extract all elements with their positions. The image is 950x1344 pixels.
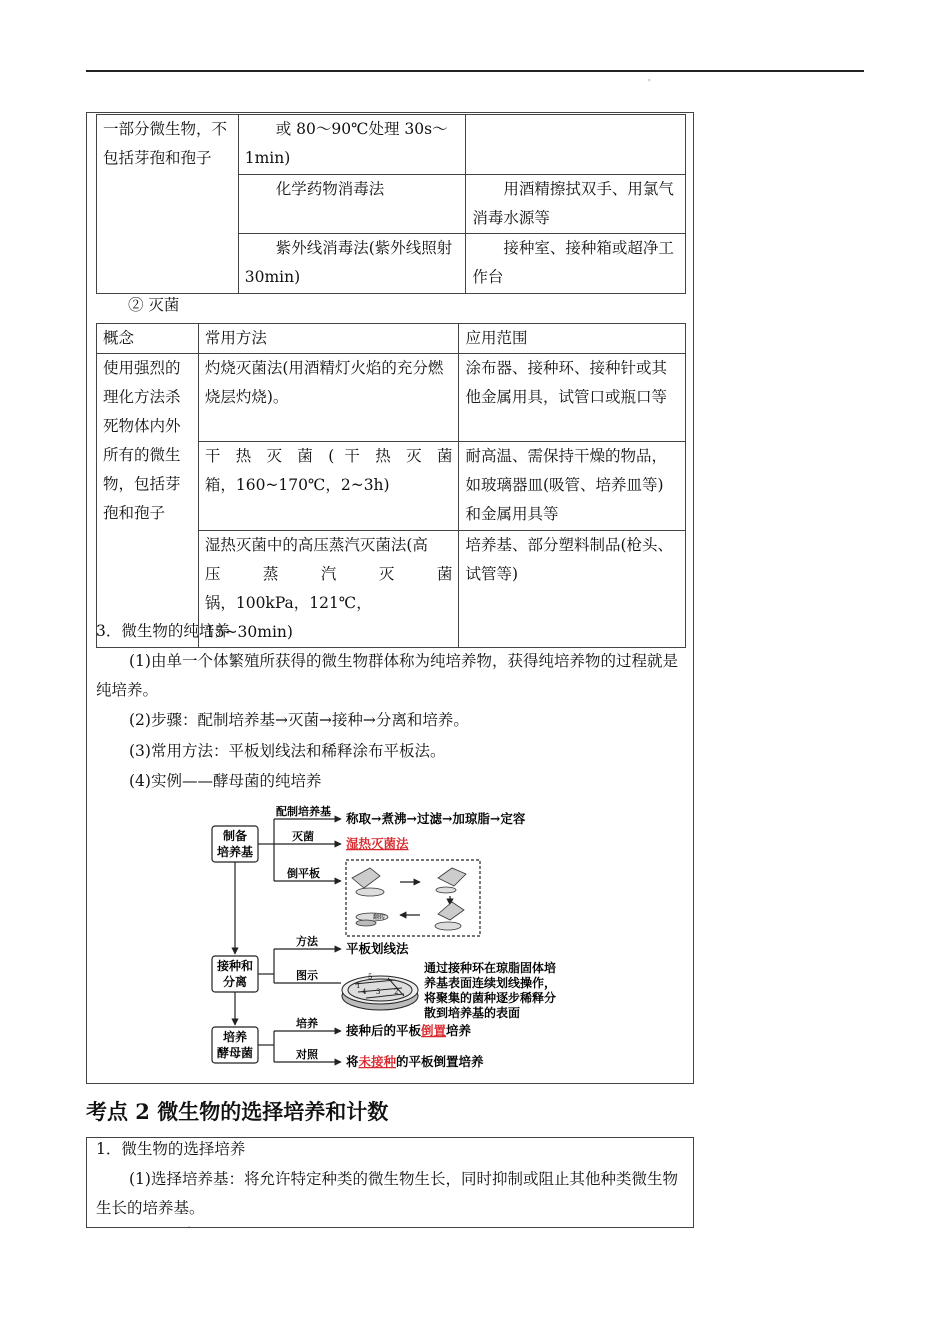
culture-pre: 接种后的平板: [346, 1023, 422, 1038]
box-prepare-line2: 培养基: [216, 845, 254, 859]
pure-culture-p3: (3)常用方法：平板划线法和稀释涂布平板法。: [129, 742, 446, 760]
sterilize-scope: 涂布器、接种环、接种针或其他金属用具，试管口或瓶口等: [459, 354, 686, 442]
box-culture-line1: 培养: [222, 1030, 248, 1044]
method-value: 平板划线法: [346, 941, 409, 956]
control-pre: 将: [346, 1054, 359, 1069]
sterilize-method: 灼烧灭菌法(用酒精灯火焰的充分燃烧层灼烧)。: [198, 354, 459, 442]
prepare-steps: 称取→煮沸→过滤→加琼脂→定容: [346, 811, 526, 826]
box-culture-line2: 酵母菌: [216, 1046, 254, 1060]
sterilize-scope: 培养基、部分塑料制品(枪头、试管等): [459, 531, 686, 648]
disinfect-method: 或 80～90℃处理 30s～1min): [238, 115, 466, 175]
section2-sub: 1．微生物的选择培养: [96, 1140, 246, 1158]
disinfect-scope: 用酒精擦拭双手、用氯气消毒水源等: [466, 175, 686, 234]
col-header-method: 常用方法: [198, 324, 459, 354]
flip-label: 翻转: [373, 914, 386, 921]
disinfect-concept: 一部分微生物，不包括芽孢和孢子: [97, 115, 239, 294]
box-prepare-line1: 制备: [222, 829, 248, 843]
sterilize-heading: ② 灭菌: [128, 296, 180, 314]
pure-culture-title: 3．微生物的纯培养: [96, 622, 230, 640]
sterilize-concept: 使用强烈的理化方法杀死物体内外所有的微生物，包括芽孢和孢子: [97, 354, 199, 648]
culture-red: 倒置: [421, 1023, 447, 1038]
label-control: 对照: [296, 1048, 318, 1061]
section2-title: 考点 2 微生物的选择培养和计数: [86, 1099, 389, 1124]
disinfect-scope: 接种室、接种箱或超净工作台: [466, 234, 686, 294]
method-line: 湿热灭菌中的高压蒸汽灭菌法(高: [204, 536, 428, 554]
method-line: 压 蒸 汽 灭 菌: [204, 565, 453, 583]
illust-text-2: 养基表面连续划线操作，: [424, 976, 557, 990]
label-sterilize: 灭菌: [292, 830, 314, 843]
label-pour: 倒平板: [287, 867, 320, 880]
streak-num: 2: [394, 988, 399, 996]
pure-culture-p2: (2)步骤：配制培养基→灭菌→接种→分离和培养。: [129, 711, 469, 729]
culture-text: [345, 1023, 472, 1038]
streak-num: 4: [362, 988, 367, 996]
method-line: 干 热 灭 菌 ( 干 热 灭 菌: [204, 447, 453, 465]
box-inoculate-line2: 分离: [222, 975, 248, 989]
pure-culture-p4: (4)实例——酵母菌的纯培养: [129, 772, 322, 790]
col-header-scope: 应用范围: [459, 324, 686, 354]
method-line: 箱，160~170℃，2~3h): [204, 476, 390, 494]
streak-num: 5: [368, 973, 373, 981]
pour-plate-sketch: [352, 868, 466, 930]
illust-text-1: 通过接种环在琼脂固体培: [424, 961, 557, 975]
control-text: [346, 1054, 484, 1069]
label-culture: 培养: [296, 1017, 318, 1030]
pure-culture-p1: (1)由单一个体繁殖所获得的微生物群体称为纯培养物，获得纯培养物的过程就是纯培养。: [96, 652, 678, 699]
illust-text-4: 散到培养基的表面: [424, 1006, 521, 1020]
culture-post: 培养: [446, 1023, 472, 1038]
streak-num: 3: [376, 988, 381, 996]
footer-mark: ': [188, 1225, 191, 1234]
disinfect-method: 紫外线消毒法(紫外线照射 30min): [238, 234, 466, 294]
disinfect-method: 化学药物消毒法: [238, 175, 466, 234]
sterilize-method-red: 湿热灭菌法: [346, 836, 409, 851]
method-line: 锅，100kPa，121℃，15~30min): [204, 594, 372, 641]
illust-text-3: 将聚集的菌种逐步稀释分: [424, 991, 557, 1005]
control-post: 的平板倒置培养: [396, 1054, 484, 1069]
col-header-concept: 概念: [97, 324, 199, 354]
sterilize-scope: 耐高温、需保持干燥的物品，如玻璃器皿(吸管、培养皿等)和金属用具等: [459, 442, 686, 531]
box-inoculate-line1: 接种和: [216, 959, 254, 973]
section2-p1: (1)选择培养基：将允许特定种类的微生物生长，同时抑制或阻止其他种类微生物生长的培养基。: [96, 1170, 678, 1217]
streak-num: 1: [356, 982, 361, 990]
header-mark: ': [648, 78, 651, 87]
label-illust: 图示: [296, 969, 318, 982]
control-red: 未接种: [358, 1054, 397, 1069]
label-prepare: 配制培养基: [276, 805, 331, 818]
label-method: 方法: [296, 935, 318, 948]
